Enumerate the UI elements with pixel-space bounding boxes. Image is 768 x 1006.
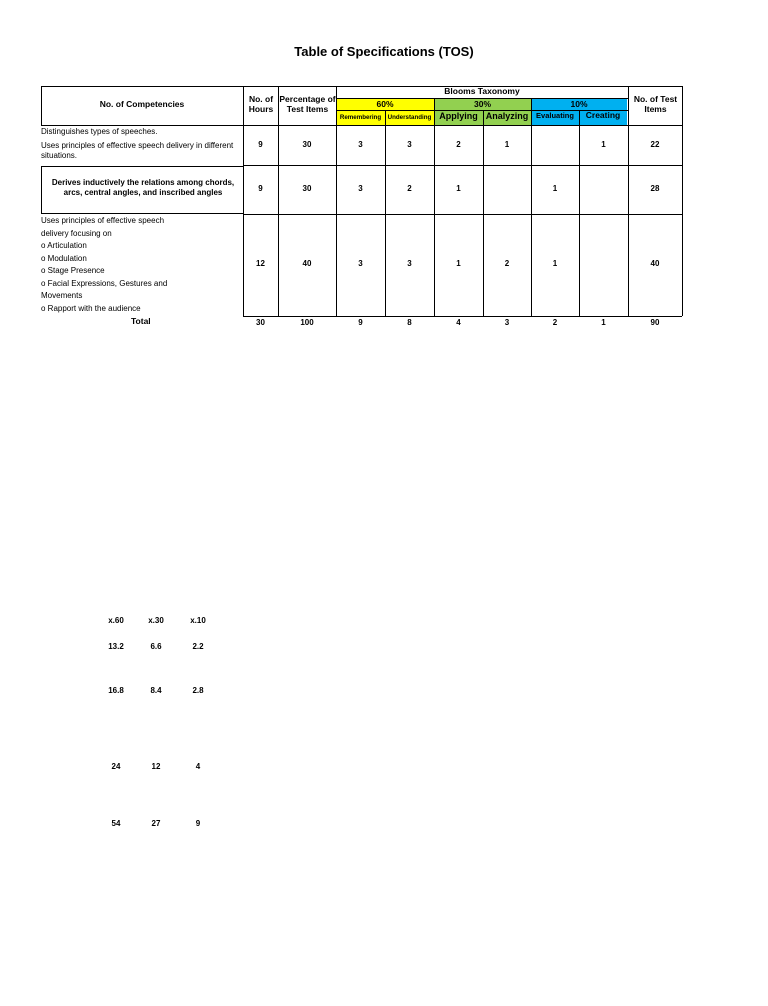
calc-r4-10: 9 <box>195 819 201 828</box>
total-understanding: 8 <box>407 318 412 327</box>
row1-remembering: 3 <box>358 140 363 149</box>
row3-remembering: 3 <box>358 259 363 268</box>
row1-competency-2: Uses principles of effective speech delivery in different situations. <box>41 141 234 160</box>
calc-r1-30: 6.6 <box>150 642 162 651</box>
page-title: Table of Specifications (TOS) <box>294 44 474 59</box>
row2-percentage: 30 <box>302 184 312 193</box>
row2-hours: 9 <box>258 184 263 193</box>
group-30-label: 30% <box>473 99 491 109</box>
row2-applying: 1 <box>456 184 461 193</box>
calc-r1-60: 13.2 <box>108 642 124 651</box>
total-analyzing: 3 <box>504 318 510 327</box>
row1-creating: 1 <box>601 140 606 149</box>
header-competencies: No. of Competencies <box>99 99 185 109</box>
calc-r4-30: 27 <box>151 819 161 828</box>
total-remembering: 9 <box>358 318 363 327</box>
row3-competency-4: o Modulation <box>41 254 87 263</box>
row1-test-items: 22 <box>650 140 660 149</box>
total-label: Total <box>131 316 151 326</box>
row3-competency-2: delivery focusing on <box>41 229 112 238</box>
total-test-items: 90 <box>650 318 660 327</box>
header-test-items: No. of Test Items <box>633 94 678 114</box>
row1-hours: 9 <box>258 140 263 149</box>
row3-test-items: 40 <box>650 259 660 268</box>
calc-r1-10: 2.2 <box>192 642 204 651</box>
calc-header-30: x.30 <box>148 616 164 625</box>
group-60-label: 60% <box>376 99 394 109</box>
total-creating: 1 <box>601 318 606 327</box>
row3-competency-8: o Rapport with the audience <box>41 304 141 313</box>
row2-evaluating: 1 <box>552 184 558 193</box>
calc-header-60: x.60 <box>108 616 124 625</box>
row3-analyzing: 2 <box>504 259 510 268</box>
calc-r4-60: 54 <box>111 819 121 828</box>
row1-applying: 2 <box>456 140 461 149</box>
calc-r3-60: 24 <box>111 762 121 771</box>
level-applying: Applying <box>439 111 478 121</box>
row3-understanding: 3 <box>407 259 412 268</box>
total-applying: 4 <box>456 318 461 327</box>
row3-competency-7: Movements <box>41 291 83 300</box>
row2-competency: Derives inductively the relations among chords, arcs, central angles, and inscribed angles <box>51 178 235 197</box>
group-10-label: 10% <box>570 99 588 109</box>
row3-percentage: 40 <box>302 259 312 268</box>
row2-remembering: 3 <box>358 184 363 193</box>
header-blooms: Blooms Taxonomy <box>444 86 520 96</box>
row2-understanding: 2 <box>407 184 412 193</box>
calc-r3-30: 12 <box>151 762 161 771</box>
row3-competency-5: o Stage Presence <box>41 266 105 275</box>
row3-competency-1: Uses principles of effective speech <box>41 216 165 225</box>
row1-analyzing: 1 <box>504 140 510 149</box>
calc-r2-10: 2.8 <box>192 686 204 695</box>
total-hours: 30 <box>256 318 265 327</box>
level-understanding: Understanding <box>387 114 432 121</box>
level-creating: Creating <box>585 110 621 120</box>
total-percentage: 100 <box>300 318 314 327</box>
row3-evaluating: 1 <box>552 259 558 268</box>
header-percentage: Percentage of Test Items <box>279 94 336 114</box>
row2-test-items: 28 <box>650 184 660 193</box>
row3-competency-6: o Facial Expressions, Gestures and <box>41 279 168 288</box>
header-hours: No. of Hours <box>248 94 274 114</box>
level-remembering: Remembering <box>339 114 382 121</box>
row1-percentage: 30 <box>302 140 312 149</box>
row3-competency-3: o Articulation <box>41 241 87 250</box>
calc-header-10: x.10 <box>190 616 206 625</box>
total-evaluating: 2 <box>552 318 558 327</box>
level-analyzing: Analyzing <box>485 111 529 121</box>
row3-applying: 1 <box>456 259 461 268</box>
level-evaluating: Evaluating <box>536 111 574 120</box>
calc-r3-10: 4 <box>195 762 201 771</box>
calc-r2-60: 16.8 <box>108 686 124 695</box>
row1-competency-1: Distinguishes types of speeches. <box>41 127 158 136</box>
calc-r2-30: 8.4 <box>150 686 162 695</box>
row3-hours: 12 <box>256 259 265 268</box>
row1-understanding: 3 <box>407 140 412 149</box>
